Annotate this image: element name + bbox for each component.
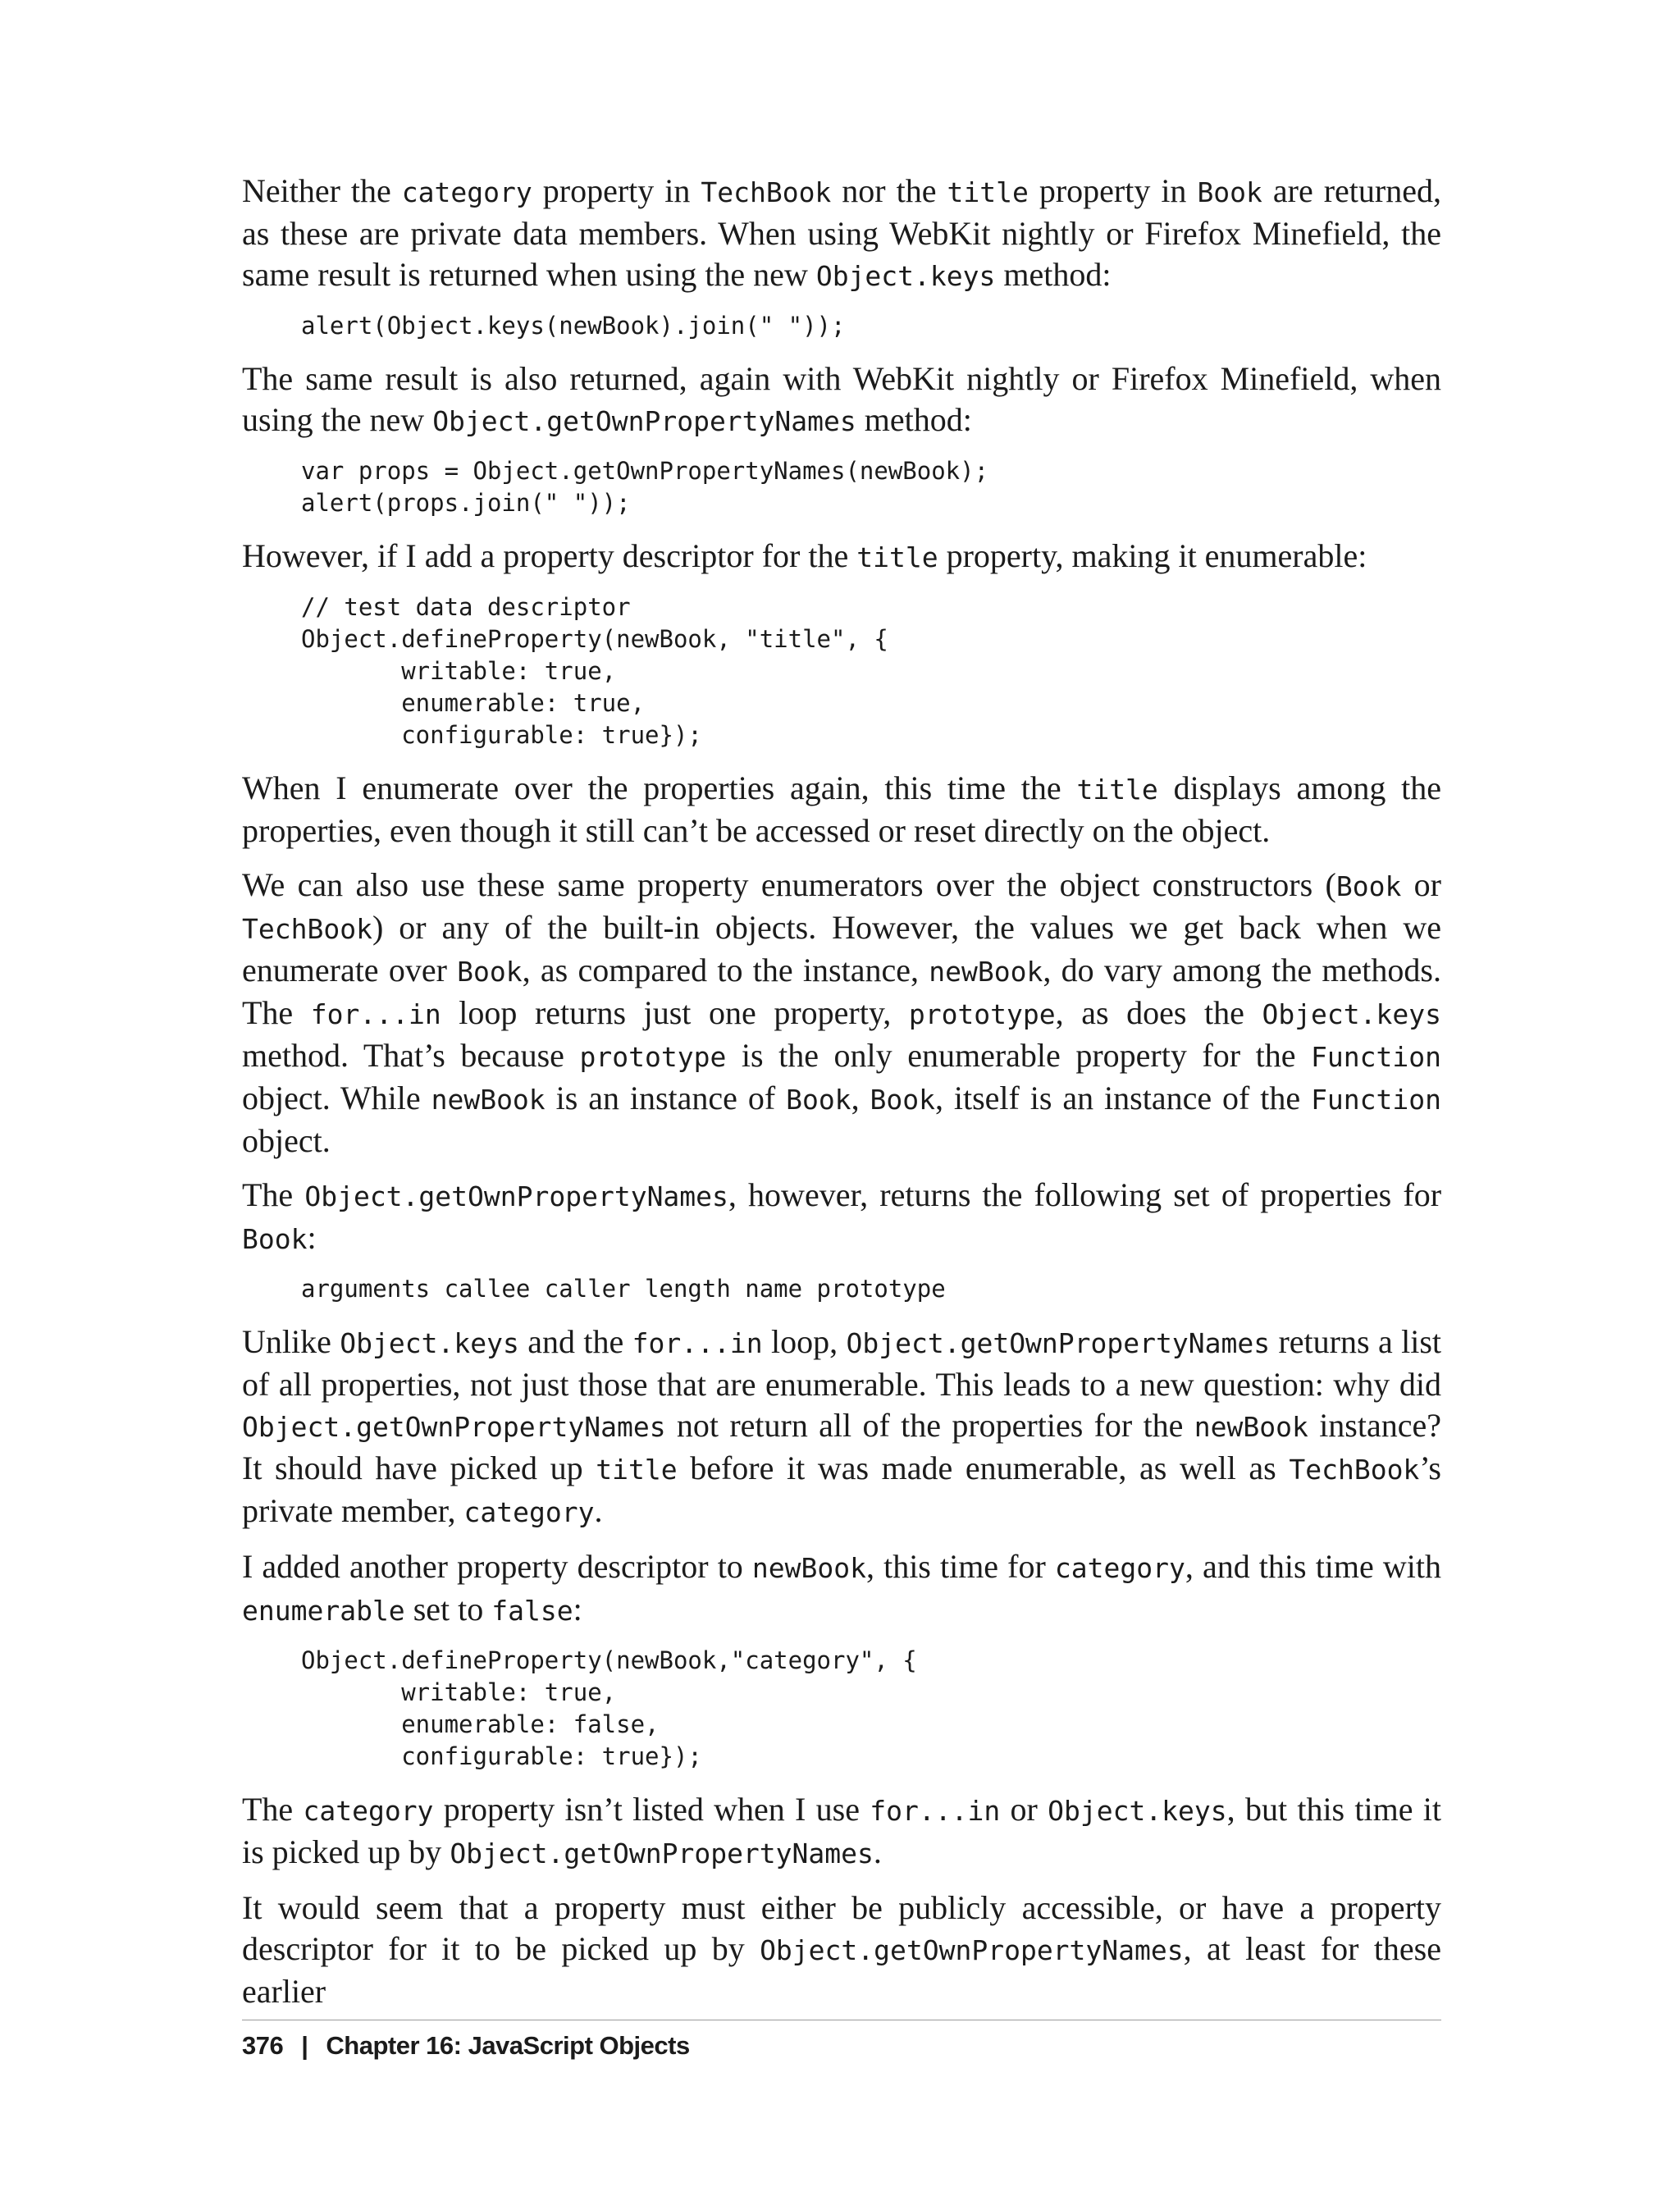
text-run: method: [995,256,1112,293]
text-run: nor the [831,172,947,209]
inline-code: Object.getOwnPropertyNames [846,1327,1271,1359]
text-run: , however, returns the following set of properties for [728,1176,1442,1213]
text-run: I added another property descriptor to [242,1548,752,1585]
inline-code: TechBook [701,176,832,208]
text-run: or [1401,866,1441,903]
text-run: displays among the properties, even though it still can’t be accessed or reset directly on the object. [242,769,1441,849]
inline-code: newBook [1194,1411,1308,1443]
page-number: 376 [242,2031,284,2060]
paragraph [242,768,1441,851]
inline-code: Book [786,1084,851,1116]
inline-code: Book [870,1084,935,1116]
paragraph [242,1789,1441,1874]
text-run: is an instance of [545,1080,787,1116]
text-run: : [307,1219,317,1256]
inline-code: Object.getOwnPropertyNames [242,1411,666,1443]
text-run: ) or any of the built-in objects. However, the values we get back when we enumerate over [242,909,1441,988]
text-run: loop, [762,1323,847,1360]
inline-code: Object.getOwnPropertyNames [304,1180,728,1212]
text-run: property in [1028,172,1198,209]
text-run: instance? It should have picked up [242,1407,1441,1486]
inline-code: category [401,176,532,208]
inline-code: Object.getOwnPropertyNames [432,405,856,437]
code-block: Object.defineProperty(newBook,"category", { writable: true, enumerable: false, configurable: true}); [301,1646,917,1770]
inline-code: prototype [908,998,1056,1030]
text-run: , [851,1080,870,1116]
text-run: property, making it enumerable: [938,537,1367,574]
page-body [242,171,1441,2025]
page-footer [242,2031,690,2061]
inline-code: TechBook [242,913,372,945]
inline-code: for...in [310,998,441,1030]
inline-code: prototype [579,1041,727,1073]
inline-code: for...in [870,1795,1001,1827]
text-run: The [242,1176,305,1213]
text-run: . [594,1492,603,1529]
paragraph [242,536,1441,578]
inline-code: category [1054,1552,1185,1584]
text-run: , as compared to the instance, [522,952,929,988]
chapter-title: Chapter 16: JavaScript Objects [326,2031,690,2060]
text-run: : [573,1591,582,1628]
text-run: loop returns just one property, [441,994,909,1031]
paragraph [242,358,1441,442]
code-block: arguments callee caller length name prototype [301,1275,946,1303]
code-block: var props = Object.getOwnPropertyNames(newBook); alert(props.join(" ")); [301,457,989,517]
text-run: not return all of the properties for the [665,1407,1194,1444]
text-run: before it was made enumerable, as well as [677,1449,1290,1486]
text-run: property isn’t listed when I use [433,1791,870,1828]
inline-code: category [303,1795,434,1827]
text-run: It would seem that a property must either be publicly accessible, or have a property descriptor for it to be picked up by [242,1889,1441,1967]
paragraph [242,1322,1441,1533]
inline-code: Object.getOwnPropertyNames [450,1838,874,1869]
inline-code: newBook [751,1552,866,1584]
paragraph [242,1175,1441,1260]
text-run: , and this time with [1185,1548,1441,1585]
text-run: is the only enumerable property for the [726,1037,1312,1074]
inline-code: category [463,1496,595,1528]
inline-code: Book [242,1223,308,1255]
text-run: set to [404,1591,492,1628]
paragraph [242,865,1441,1162]
text-run: or [1000,1791,1048,1828]
text-run: The [242,1791,304,1828]
text-run: , this time for [865,1548,1055,1585]
inline-code: title [856,541,938,573]
text-run: ’s private member, [242,1449,1441,1529]
text-run: method. That’s because [242,1037,580,1074]
text-run: . [873,1833,882,1870]
text-run: However, if I add a property descriptor for the [242,537,857,574]
text-run: , do vary among the methods. The [242,952,1441,1031]
inline-code: Object.getOwnPropertyNames [760,1934,1184,1966]
text-run: , at least for these earlier [242,1930,1442,2010]
text-run: object. While [242,1080,431,1116]
footer-separator: | [301,2031,308,2060]
text-run: Unlike [242,1323,340,1360]
text-run: are returned, as these are private data members. When using WebKit nightly or Firefox Minefield, the same result is returned when using the new [242,172,1441,293]
text-run: method: [856,401,972,438]
text-run: When I enumerate over the properties again, this time the [242,769,1077,806]
inline-code: title [596,1454,678,1486]
text-run: , as does the [1055,994,1262,1031]
text-run: We can also use these same property enumerators over the object constructors ( [242,866,1336,903]
inline-code: Function [1311,1084,1442,1116]
inline-code: title [1076,774,1158,806]
text-run: returns a list of all properties, not just those that are enumerable. This leads to a new question: why did [242,1323,1442,1403]
text-run: and the [518,1323,632,1360]
paragraph [242,1888,1441,2012]
inline-code: Book [1335,870,1402,902]
inline-code: Function [1311,1041,1441,1073]
inline-code: Object.keys [340,1327,519,1359]
inline-code: Book [457,956,523,988]
text-run: , but this time it is picked up by [242,1791,1442,1870]
text-run: , itself is an instance of the [934,1080,1312,1116]
text-run: Neither the [242,172,402,209]
code-block: // test data descriptor Object.defineProperty(newBook, "title", { writable: true, enumerable: true, configurable: true}); [301,593,888,749]
inline-code: newBook [929,956,1043,988]
inline-code: Book [1197,176,1262,208]
code-block: alert(Object.keys(newBook).join(" ")); [301,312,846,340]
inline-code: for...in [632,1327,763,1359]
text-run: The same result is also returned, again with WebKit nightly or Firefox Minefield, when using the new [242,360,1441,438]
paragraph [242,1546,1441,1632]
inline-code: TechBook [1289,1454,1420,1486]
inline-code: false [491,1595,573,1627]
text-run: property in [532,172,701,209]
inline-code: Object.keys [815,260,996,292]
inline-code: enumerable [242,1595,405,1627]
inline-code: newBook [431,1084,546,1116]
inline-code: Object.keys [1048,1795,1227,1827]
paragraph [242,171,1441,297]
inline-code: title [947,176,1029,208]
text-run: object. [242,1122,331,1159]
inline-code: Object.keys [1262,998,1441,1030]
